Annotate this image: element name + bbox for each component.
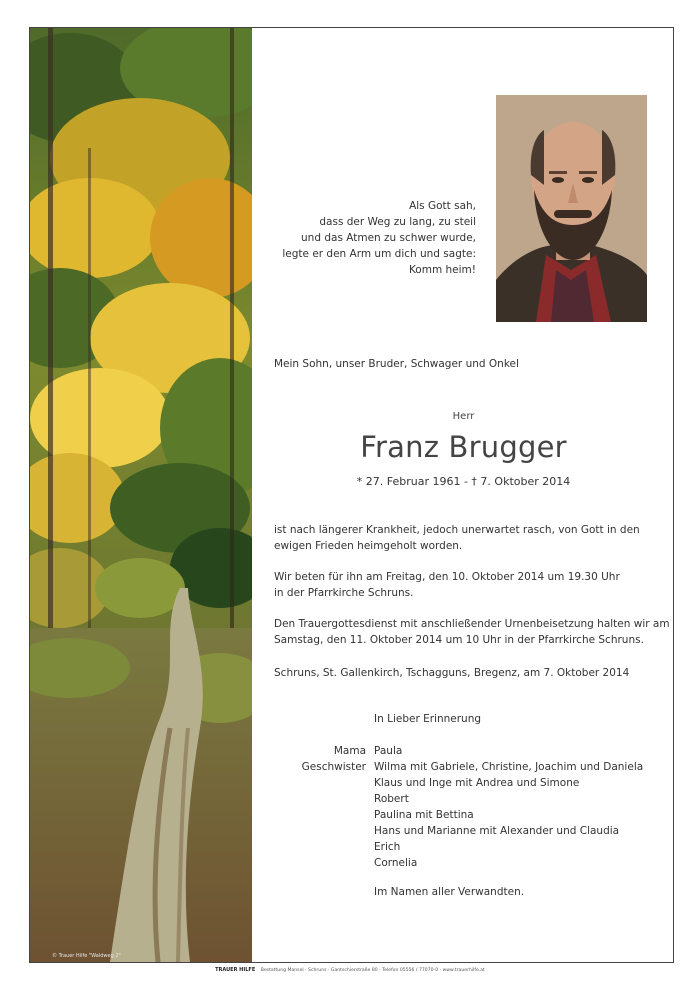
life-dates: * 27. Februar 1961 - † 7. Oktober 2014 <box>356 475 571 488</box>
poem-line: und das Atmen zu schwer wurde, <box>301 232 476 244</box>
death-notice-paragraph: ist nach längerer Krankheit, jedoch unerwartet rasch, von Gott in den ewigen Frieden heimgeholt worden. <box>274 524 640 552</box>
poem-line: dass der Weg zu lang, zu steil <box>319 216 476 228</box>
memory-heading: In Lieber Erinnerung <box>374 713 482 725</box>
prayer-line: Wir beten für ihn am Freitag, den 10. Oktober 2014 um 19.30 Uhr <box>274 571 620 583</box>
portrait-photo <box>496 95 647 322</box>
sibling-entry: Cornelia <box>374 857 418 869</box>
relative-name: Paula <box>374 745 403 757</box>
siblings-list <box>374 759 643 871</box>
forest-path-image <box>30 28 252 962</box>
footer-brand: TRAUER HILFE <box>215 967 256 973</box>
closing-text: Im Namen aller Verwandten. <box>374 886 525 898</box>
prayer-line: in der Pfarrkirche Schruns. <box>274 587 414 599</box>
family-row <box>274 743 643 759</box>
place-date-paragraph: Schruns, St. Gallenkirch, Tschagguns, Bregenz, am 7. Oktober 2014 <box>274 667 630 679</box>
poem-line: legte er den Arm um dich und sagte: <box>282 248 476 260</box>
family-row <box>274 759 643 871</box>
image-credit: © Trauer Hilfe "Waldweg 2" <box>52 953 121 959</box>
footer <box>0 967 700 973</box>
sibling-entry: Hans und Marianne mit Alexander und Claudia <box>374 825 620 837</box>
funeral-service-paragraph: Den Trauergottesdienst mit anschließender Urnenbeisetzung halten wir am Samstag, den 11. Oktober 2014 um 10 Uhr in der Pfarrkirche Schruns. <box>274 618 670 646</box>
intro-text: Mein Sohn, unser Bruder, Schwager und Onkel <box>274 358 519 370</box>
deceased-name: Franz Brugger <box>360 430 567 464</box>
relation-label: Geschwister <box>301 761 366 773</box>
prayer-paragraph <box>274 569 674 601</box>
sibling-entry: Erich <box>374 841 401 853</box>
sibling-entry: Robert <box>374 793 409 805</box>
poem-line: Komm heim! <box>408 264 476 276</box>
sibling-entry: Klaus und Inge mit Andrea und Simone <box>374 777 580 789</box>
relation-label: Mama <box>333 745 366 757</box>
poem-line: Als Gott sah, <box>409 200 476 212</box>
obituary-card <box>29 27 674 963</box>
footer-contact: Bestattung Mansel · Schruns · Gantschierstraße 80 · Telefon 05556 / 77070-0 · www.trauerhilfe.at <box>260 968 485 973</box>
sibling-entry: Paulina mit Bettina <box>374 809 474 821</box>
poem <box>260 198 476 278</box>
sibling-entry: Wilma mit Gabriele, Christine, Joachim und Daniela <box>374 761 644 773</box>
salutation: Herr <box>452 411 475 422</box>
family-list <box>274 743 643 871</box>
